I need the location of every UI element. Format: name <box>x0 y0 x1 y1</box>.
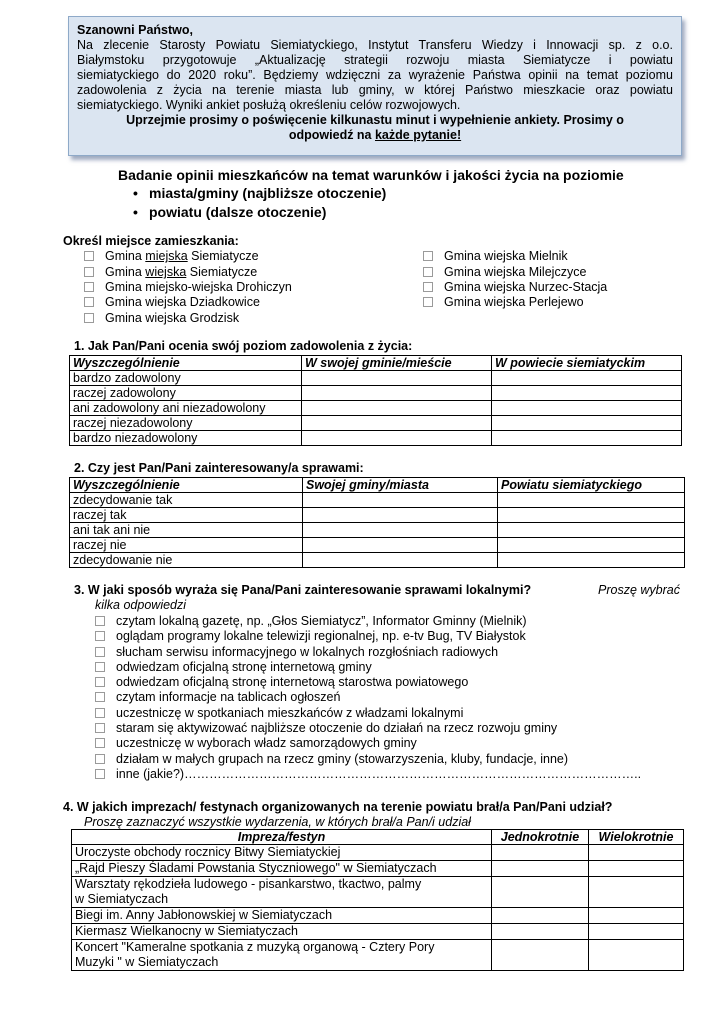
checkbox[interactable] <box>95 677 105 687</box>
answer-cell[interactable] <box>492 924 589 940</box>
answer-cell[interactable] <box>492 401 682 416</box>
q3-option[interactable] <box>95 629 641 644</box>
q3-option[interactable] <box>95 706 641 721</box>
checkbox[interactable] <box>84 282 94 292</box>
checkbox[interactable] <box>95 647 105 657</box>
intro-body <box>77 38 673 113</box>
residence-option[interactable] <box>423 249 568 263</box>
answer-cell[interactable] <box>302 401 492 416</box>
table-header: Wielokrotnie <box>589 830 684 845</box>
residence-option[interactable] <box>423 295 584 309</box>
option-text: Siemiatycze <box>186 265 258 279</box>
answer-cell[interactable] <box>492 861 589 877</box>
checkbox[interactable] <box>95 692 105 702</box>
residence-label: Określ miejsce zamieszkania: <box>63 234 239 248</box>
question-3 <box>74 583 680 597</box>
event-name: Biegi im. Anny Jabłonowskiej w Siemiatyczach <box>72 908 492 924</box>
answer-cell[interactable] <box>492 431 682 446</box>
q3-option[interactable] <box>95 660 641 675</box>
option-text: Gmina wiejska Perlejewo <box>444 295 584 309</box>
residence-option[interactable] <box>84 311 239 325</box>
answer-cell[interactable] <box>492 877 589 908</box>
option-text-underlined: miejska <box>145 249 188 263</box>
event-name: Uroczyste obchody rocznicy Bitwy Siemiatyckiej <box>72 845 492 861</box>
plea-line: Uprzejmie prosimy o poświęcenie kilkunastu minut i wypełnienie ankiety. Prosimy o <box>126 113 624 127</box>
checkbox[interactable] <box>423 267 433 277</box>
title-bullet: • powiatu (dalsze otoczenie) <box>133 204 327 220</box>
option-text: Gmina miejsko-wiejska Drohiczyn <box>105 280 292 294</box>
table-row <box>72 940 684 971</box>
option-text: słucham serwisu informacyjnego w lokalnych rozgłośniach radiowych <box>116 644 499 659</box>
checkbox[interactable] <box>95 616 105 626</box>
row-label: bardzo zadowolony <box>70 371 302 386</box>
table-header-row <box>70 356 682 371</box>
survey-title: Badanie opinii mieszkańców na temat warunków i jakości życia na poziomie <box>118 167 624 183</box>
question-4: 4. W jakich imprezach/ festynach organizowanych na terenie powiatu brał/a Pan/Pani udział? <box>63 800 613 814</box>
table-row <box>70 553 685 568</box>
q3-option[interactable] <box>95 752 641 767</box>
row-label: raczej zadowolony <box>70 386 302 401</box>
option-text: oglądam programy lokalne telewizji regionalnej, np. e-tv Bug, TV Białystok <box>116 629 526 644</box>
answer-cell[interactable] <box>492 908 589 924</box>
residence-option[interactable] <box>84 280 292 294</box>
option-text: odwiedzam oficjalną stronę internetową starostwa powiatowego <box>116 675 469 690</box>
checkbox[interactable] <box>95 662 105 672</box>
event-name: Koncert "Kameralne spotkania z muzyką organową - Cztery Pory Muzyki " w Siemiatyczach <box>72 940 492 971</box>
checkbox[interactable] <box>84 251 94 261</box>
answer-cell[interactable] <box>302 416 492 431</box>
title-bullet-text: powiatu (dalsze otoczenie) <box>149 204 327 220</box>
plea-underlined: każde pytanie! <box>374 128 462 142</box>
table-header-row <box>70 478 685 493</box>
table-row <box>72 861 684 877</box>
checkbox[interactable] <box>84 297 94 307</box>
answer-cell[interactable] <box>303 553 498 568</box>
q2-table <box>69 477 685 568</box>
q3-option[interactable] <box>95 675 641 690</box>
answer-cell[interactable] <box>589 861 684 877</box>
checkbox[interactable] <box>95 723 105 733</box>
q3-option[interactable] <box>95 645 641 660</box>
option-text: Gmina wiejska Mielnik <box>444 249 568 263</box>
answer-cell[interactable] <box>302 371 492 386</box>
q3-option[interactable] <box>95 767 641 782</box>
row-label: raczej niezadowolony <box>70 416 302 431</box>
question-3-text: 3. W jaki sposób wyraża się Pana/Pani zainteresowanie sprawami lokalnymi? <box>74 583 532 597</box>
checkbox[interactable] <box>423 282 433 292</box>
checkbox[interactable] <box>84 313 94 323</box>
option-text-underlined: wiejska <box>145 265 187 279</box>
option-text: Gmina <box>105 265 146 279</box>
intro-plea <box>77 113 673 143</box>
table-header: Jednokrotnie <box>492 830 589 845</box>
table-row <box>72 924 684 940</box>
answer-cell[interactable] <box>498 553 685 568</box>
answer-cell[interactable] <box>303 538 498 553</box>
table-header-row <box>72 830 684 845</box>
answer-cell[interactable] <box>498 523 685 538</box>
option-text: Gmina <box>105 249 146 263</box>
residence-option[interactable] <box>84 295 260 309</box>
table-row <box>72 877 684 908</box>
table-row <box>70 493 685 508</box>
table-row <box>70 416 682 431</box>
option-text: Gmina wiejska Dziadkowice <box>105 295 260 309</box>
option-text: staram się aktywizować najbliższe otoczenie do działań na rzecz rozwoju gminy <box>116 721 558 736</box>
answer-cell[interactable] <box>589 845 684 861</box>
checkbox[interactable] <box>84 267 94 277</box>
answer-cell[interactable] <box>492 386 682 401</box>
intro-line: Na zlecenie Starosty Powiatu Siemiatyckiego, Instytut Transferu Wiedzy i Innowacji sp. z o.o. <box>77 38 673 52</box>
answer-cell[interactable] <box>303 523 498 538</box>
row-label: zdecydowanie nie <box>70 553 303 568</box>
answer-cell[interactable] <box>498 538 685 553</box>
row-label: bardzo niezadowolony <box>70 431 302 446</box>
q3-options <box>95 614 641 782</box>
option-text: uczestniczę w wyborach władz samorządowych gminy <box>116 736 417 751</box>
intro-line: zadowolenia z życia na terenie miasta lub gminy, w której Państwo mieszkacie oraz powiatu <box>77 83 673 97</box>
answer-cell[interactable] <box>302 386 492 401</box>
q3-option[interactable] <box>95 721 641 736</box>
option-text: uczestniczę w spotkaniach mieszkańców z władzami lokalnymi <box>116 705 464 720</box>
question-1: 1. Jak Pan/Pani ocenia swój poziom zadowolenia z życia: <box>74 339 413 353</box>
row-label: ani tak ani nie <box>70 523 303 538</box>
option-text: Gmina wiejska Nurzec-Stacja <box>444 280 608 294</box>
intro-box <box>68 16 682 156</box>
table-row <box>72 908 684 924</box>
checkbox[interactable] <box>423 251 433 261</box>
answer-cell[interactable] <box>303 508 498 523</box>
table-row <box>70 386 682 401</box>
row-label: raczej tak <box>70 508 303 523</box>
event-name: Kiermasz Wielkanocny w Siemiatyczach <box>72 924 492 940</box>
option-text: Gmina wiejska Grodzisk <box>105 311 240 325</box>
option-text: odwiedzam oficjalną stronę internetową gminy <box>116 659 372 674</box>
checkbox[interactable] <box>95 631 105 641</box>
option-text: czytam lokalną gazetę, np. „Głos Siemiatycz”, Informator Gminny (Mielnik) <box>116 614 527 628</box>
title-bullet: • miasta/gminy (najbliższe otoczenie) <box>133 185 387 201</box>
table-row <box>70 508 685 523</box>
checkbox[interactable] <box>95 754 105 764</box>
option-text: działam w małych grupach na rzecz gminy (stowarzyszenia, kluby, fundacje, inne) <box>116 751 569 766</box>
answer-cell[interactable] <box>589 940 684 971</box>
question-4-hint: Proszę zaznaczyć wszystkie wydarzenia, w których brał/a Pan/i udział <box>84 815 471 829</box>
table-row <box>70 371 682 386</box>
table-header: Powiatu siemiatyckiego <box>498 478 685 493</box>
residence-option[interactable] <box>423 265 586 279</box>
answer-cell[interactable] <box>589 924 684 940</box>
answer-cell[interactable] <box>492 845 589 861</box>
checkbox[interactable] <box>95 769 105 779</box>
q3-option[interactable] <box>95 614 641 629</box>
answer-cell[interactable] <box>302 431 492 446</box>
plea-text: odpowiedź na <box>288 128 375 142</box>
answer-cell[interactable] <box>492 371 682 386</box>
table-header: W powiecie siemiatyckim <box>492 356 682 371</box>
residence-option[interactable] <box>423 280 607 294</box>
intro-greeting: Szanowni Państwo, <box>77 23 193 37</box>
option-text: Gmina wiejska Milejczyce <box>444 265 587 279</box>
intro-line: siemiatyckiego do 2020 roku”. Będziemy wdzięczni za wyrażenie Państwa opinii na temat poziomu <box>77 68 673 82</box>
question-3-hint-cont: kilka odpowiedzi <box>95 598 187 612</box>
question-2: 2. Czy jest Pan/Pani zainteresowany/a sprawami: <box>74 461 364 475</box>
row-label: ani zadowolony ani niezadowolony <box>70 401 302 416</box>
table-header: Swojej gminy/miasta <box>303 478 498 493</box>
answer-cell[interactable] <box>498 493 685 508</box>
answer-cell[interactable] <box>492 416 682 431</box>
title-bullet-text: miasta/gminy (najbliższe otoczenie) <box>149 185 387 201</box>
checkbox[interactable] <box>95 738 105 748</box>
table-row <box>70 523 685 538</box>
table-header: Impreza/festyn <box>72 830 492 845</box>
intro-line: Białymstoku przygotowuje „Aktualizację strategii rozwoju miasta Siemiatycze i powiatu <box>77 53 673 67</box>
question-3-hint: Proszę wybrać <box>598 583 680 597</box>
table-row <box>70 401 682 416</box>
q1-table <box>69 355 682 446</box>
table-header: Wyszczególnienie <box>70 356 302 371</box>
table-header: W swojej gminie/mieście <box>302 356 492 371</box>
table-row <box>72 845 684 861</box>
checkbox[interactable] <box>423 297 433 307</box>
intro-line: siemiatyckiego. Wyniki ankiet posłużą określeniu celów rozwojowych. <box>77 98 461 112</box>
table-row <box>70 431 682 446</box>
answer-cell[interactable] <box>492 940 589 971</box>
option-text: inne (jakie?)……………………………………………………………………………………………….. <box>116 766 642 781</box>
residence-option[interactable] <box>84 249 259 263</box>
event-name: Warsztaty rękodzieła ludowego - pisankarstwo, tkactwo, palmy w Siemiatyczach <box>72 877 492 908</box>
q3-option[interactable] <box>95 690 641 705</box>
answer-cell[interactable] <box>589 877 684 908</box>
answer-cell[interactable] <box>303 493 498 508</box>
q4-table <box>71 829 684 971</box>
table-row <box>70 538 685 553</box>
row-label: raczej nie <box>70 538 303 553</box>
answer-cell[interactable] <box>589 908 684 924</box>
checkbox[interactable] <box>95 708 105 718</box>
row-label: zdecydowanie tak <box>70 493 303 508</box>
residence-option[interactable] <box>84 265 257 279</box>
option-text: Siemiatycze <box>187 249 259 263</box>
option-text: czytam informacje na tablicach ogłoszeń <box>116 690 341 705</box>
answer-cell[interactable] <box>498 508 685 523</box>
plea-line <box>77 128 673 143</box>
table-header: Wyszczególnienie <box>70 478 303 493</box>
event-name: „Rajd Pieszy Śladami Powstania Styczniowego" w Siemiatyczach <box>72 861 492 877</box>
q3-option[interactable] <box>95 736 641 751</box>
